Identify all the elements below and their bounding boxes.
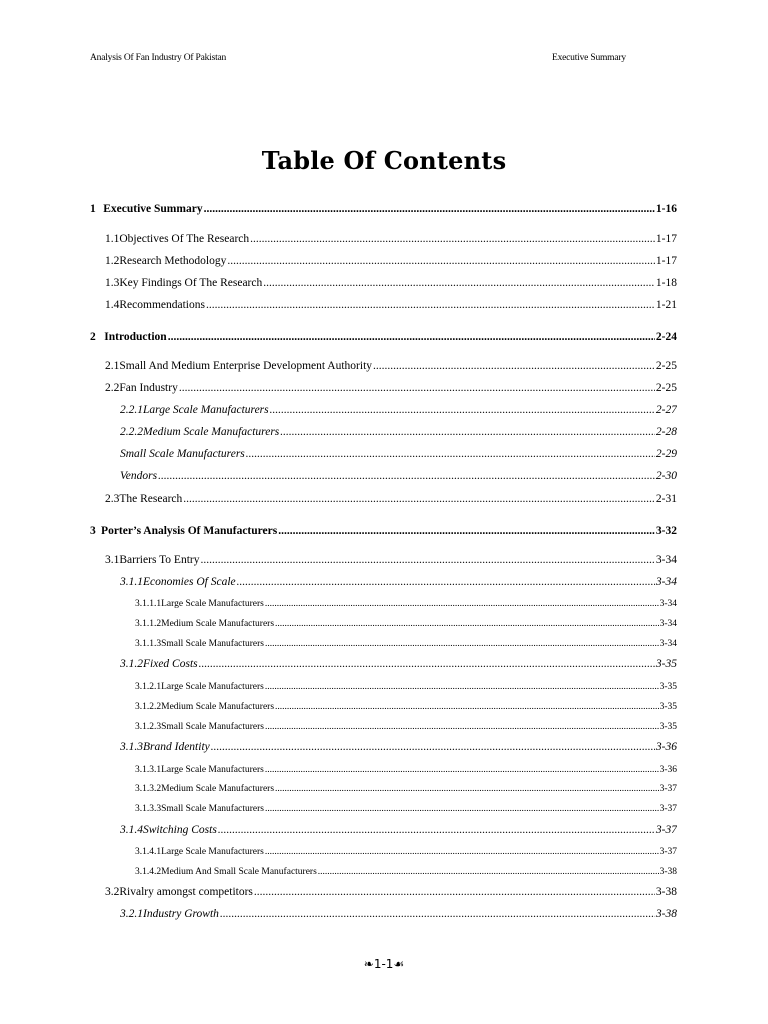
toc-entry[interactable] [105, 299, 677, 311]
toc-entry-title: Rivalry amongst competitors [119, 886, 253, 898]
toc-entry-title: Industry Growth [143, 908, 219, 920]
toc-entry-number: 3.1.3.3 [135, 804, 162, 814]
toc-entry-page: 1-16 [655, 203, 677, 215]
toc-entry-page: 3-35 [659, 722, 677, 732]
toc-entry-title: Recommendations [119, 299, 205, 311]
toc-entry-number: 3 [90, 525, 96, 537]
dot-leader [200, 554, 654, 566]
toc-entry-title: Executive Summary [103, 203, 203, 215]
dot-leader [179, 382, 655, 394]
dot-leader [263, 277, 655, 289]
toc-entry-number: 3.1.3.1 [135, 765, 162, 775]
ornament-right-icon: ☙ [393, 957, 405, 971]
toc-entry-title: Medium Scale Manufacturers [161, 784, 275, 794]
dot-leader [265, 804, 659, 814]
dot-leader [199, 658, 655, 670]
toc-entry-page: 1-17 [655, 233, 677, 245]
toc-entry-title: Small Scale Manufacturers [161, 722, 265, 732]
toc-entry-title: Fixed Costs [143, 658, 198, 670]
toc-entry[interactable] [120, 404, 677, 416]
toc-entry-page: 3-38 [659, 867, 677, 877]
dot-leader [373, 360, 655, 372]
toc-entry[interactable] [135, 722, 677, 732]
toc-entry-page: 1-17 [655, 255, 677, 267]
toc-entry[interactable] [135, 599, 677, 609]
toc-entry-page: 2-30 [655, 470, 677, 482]
toc-entry-title: The Research [119, 493, 183, 505]
toc-entry-page: 2-28 [655, 426, 677, 438]
toc-entry-title: Small Scale Manufacturers [161, 639, 265, 649]
toc-entry-number: 3.1.3 [120, 741, 143, 753]
toc-entry-number: 3.1.1.2 [135, 619, 162, 629]
toc-entry[interactable] [135, 847, 677, 857]
dot-leader [265, 765, 659, 775]
toc-entry-title: Switching Costs [143, 824, 217, 836]
toc-entry-title: Vendors [120, 470, 158, 482]
toc-entry[interactable] [120, 741, 677, 753]
toc-entry[interactable] [105, 360, 677, 372]
toc-entry[interactable] [90, 525, 677, 537]
dot-leader [265, 639, 659, 649]
toc-entry-page: 2-31 [655, 493, 677, 505]
toc-entry-number: 2 [90, 331, 96, 343]
dot-leader [270, 404, 655, 416]
toc-entry[interactable] [120, 448, 677, 460]
toc-entry-number: 1.2 [105, 255, 120, 267]
toc-entry[interactable] [105, 382, 677, 394]
toc-entry-number: 1 [90, 203, 96, 215]
toc-entry-page: 2-24 [655, 331, 677, 343]
toc-entry-title: Introduction [104, 331, 167, 343]
toc-entry[interactable] [135, 765, 677, 775]
toc-entry[interactable] [90, 331, 677, 343]
toc-entry-number: 3.1.1.1 [135, 599, 162, 609]
toc-entry[interactable] [135, 682, 677, 692]
dot-leader [265, 847, 659, 857]
toc-entry-title: Porter’s Analysis Of Manufacturers [101, 525, 278, 537]
dot-leader [158, 470, 655, 482]
dot-leader [275, 702, 659, 712]
toc-entry[interactable] [135, 702, 677, 712]
toc-entry-page: 1-18 [655, 277, 677, 289]
ornament-left-icon: ❧ [363, 957, 374, 971]
toc-entry-page: 3-34 [659, 599, 677, 609]
dot-leader [265, 682, 659, 692]
dot-leader [275, 619, 659, 629]
toc-entry[interactable] [120, 426, 677, 438]
dot-leader [275, 784, 659, 794]
toc-entry-number: 3.1.4 [120, 824, 143, 836]
toc-entry-page: 3-34 [659, 619, 677, 629]
toc-entry-title: Large Scale Manufacturers [161, 765, 264, 775]
toc-entry-page: 3-35 [655, 658, 677, 670]
dot-leader [183, 493, 655, 505]
page-title: Table Of Contents [261, 146, 507, 175]
toc-entry-title: Medium Scale Manufacturers [161, 702, 275, 712]
dot-leader [206, 299, 655, 311]
toc-entry-title: Large Scale Manufacturers [161, 847, 264, 857]
dot-leader [204, 203, 655, 215]
dot-leader [246, 448, 655, 460]
toc-entry[interactable] [105, 277, 677, 289]
toc-entry-title: Research Methodology [119, 255, 227, 267]
toc-entry-title: Small Scale Manufacturers [120, 448, 245, 460]
toc-entry[interactable] [120, 470, 677, 482]
toc-entry-page: 2-25 [655, 360, 677, 372]
toc-entry-page: 3-34 [655, 554, 677, 566]
dot-leader [211, 741, 655, 753]
toc-entry[interactable] [135, 784, 677, 794]
toc-entry-page: 3-38 [655, 886, 677, 898]
dot-leader [237, 576, 655, 588]
toc-entry-page: 2-27 [655, 404, 677, 416]
toc-entry-page: 3-35 [659, 702, 677, 712]
dot-leader [318, 867, 659, 877]
toc-entry[interactable] [90, 203, 677, 215]
toc-entry-title: Objectives Of The Research [119, 233, 250, 245]
dot-leader [278, 525, 655, 537]
toc-entry[interactable] [105, 255, 677, 267]
toc-entry-title: Small Scale Manufacturers [161, 804, 265, 814]
toc-entry-number: 1.3 [105, 277, 120, 289]
toc-entry-number: 3.1.2.1 [135, 682, 162, 692]
toc-entry-number: 2.2.1 [120, 404, 143, 416]
toc-entry-number: 3.1.1 [120, 576, 143, 588]
dot-leader [227, 255, 655, 267]
toc-entry[interactable] [120, 824, 677, 836]
dot-leader [168, 331, 655, 343]
toc-entry-number: 1.1 [105, 233, 120, 245]
toc-entry-number: 2.1 [105, 360, 120, 372]
toc-entry-number: 3.1 [105, 554, 120, 566]
toc-entry-number: 2.2 [105, 382, 120, 394]
toc-entry-page: 3-36 [655, 741, 677, 753]
toc-entry[interactable] [105, 493, 677, 505]
toc-entry-title: Large Scale Manufacturers [161, 599, 264, 609]
toc-entry-title: Medium Scale Manufacturers [143, 426, 280, 438]
toc-entry-title: Medium And Small Scale Manufacturers [161, 867, 317, 877]
toc-entry[interactable] [105, 554, 677, 566]
toc-entry-title: Large Scale Manufacturers [161, 682, 264, 692]
toc-entry-number: 3.1.4.1 [135, 847, 162, 857]
toc-entry-page: 3-36 [659, 765, 677, 775]
toc-entry-title: Key Findings Of The Research [119, 277, 263, 289]
toc-entry-number: 3.1.2.3 [135, 722, 162, 732]
toc-entry-page: 1-21 [655, 299, 677, 311]
page-footer [0, 957, 768, 971]
toc-entry-page: 3-37 [659, 784, 677, 794]
toc-entry-title: Medium Scale Manufacturers [161, 619, 275, 629]
toc-entry-number: 3.2 [105, 886, 120, 898]
toc-entry-page: 3-32 [655, 525, 677, 537]
toc-entry-number: 3.2.1 [120, 908, 143, 920]
toc-entry-page: 2-29 [655, 448, 677, 460]
toc-entry-title: Fan Industry [119, 382, 178, 394]
toc-entry-page: 3-34 [655, 576, 677, 588]
dot-leader [265, 599, 659, 609]
toc-entry-number: 3.1.2 [120, 658, 143, 670]
toc-entry-number: 3.1.2.2 [135, 702, 162, 712]
toc-entry-number: 2.2.2 [120, 426, 143, 438]
toc-entry-page: 2-25 [655, 382, 677, 394]
dot-leader [265, 722, 659, 732]
toc-entry-number: 1.4 [105, 299, 120, 311]
page-number: 1-1 [373, 957, 394, 971]
dot-leader [220, 908, 655, 920]
toc-entry-title: Economies Of Scale [143, 576, 236, 588]
toc-entry[interactable] [120, 658, 677, 670]
toc-entry-page: 3-37 [655, 824, 677, 836]
toc-entry[interactable] [135, 639, 677, 649]
toc-entry[interactable] [135, 804, 677, 814]
toc-entry[interactable] [120, 908, 677, 920]
toc-entry-title: Large Scale Manufacturers [143, 404, 269, 416]
toc-entry[interactable] [120, 576, 677, 588]
toc-entry-number: 3.1.4.2 [135, 867, 162, 877]
toc-entry-number: 3.1.3.2 [135, 784, 162, 794]
toc-entry-page: 3-38 [655, 908, 677, 920]
toc-entry-title: Brand Identity [143, 741, 210, 753]
toc-entry-page: 3-34 [659, 639, 677, 649]
running-header-right: Executive Summary [552, 53, 626, 63]
toc-entry-page: 3-37 [659, 804, 677, 814]
dot-leader [250, 233, 655, 245]
toc-entry-number: 3.1.1.3 [135, 639, 162, 649]
running-header-left: Analysis Of Fan Industry Of Pakistan [90, 53, 227, 63]
dot-leader [254, 886, 655, 898]
toc-entry-title: Barriers To Entry [119, 554, 200, 566]
toc-entry-title: Small And Medium Enterprise Development Authority [119, 360, 373, 372]
toc-entry[interactable] [105, 233, 677, 245]
toc-entry-page: 3-35 [659, 682, 677, 692]
dot-leader [218, 824, 655, 836]
toc-entry-number: 2.3 [105, 493, 120, 505]
toc-entry[interactable] [135, 867, 677, 877]
dot-leader [280, 426, 655, 438]
toc-entry-page: 3-37 [659, 847, 677, 857]
toc-entry[interactable] [105, 886, 677, 898]
toc-entry[interactable] [135, 619, 677, 629]
